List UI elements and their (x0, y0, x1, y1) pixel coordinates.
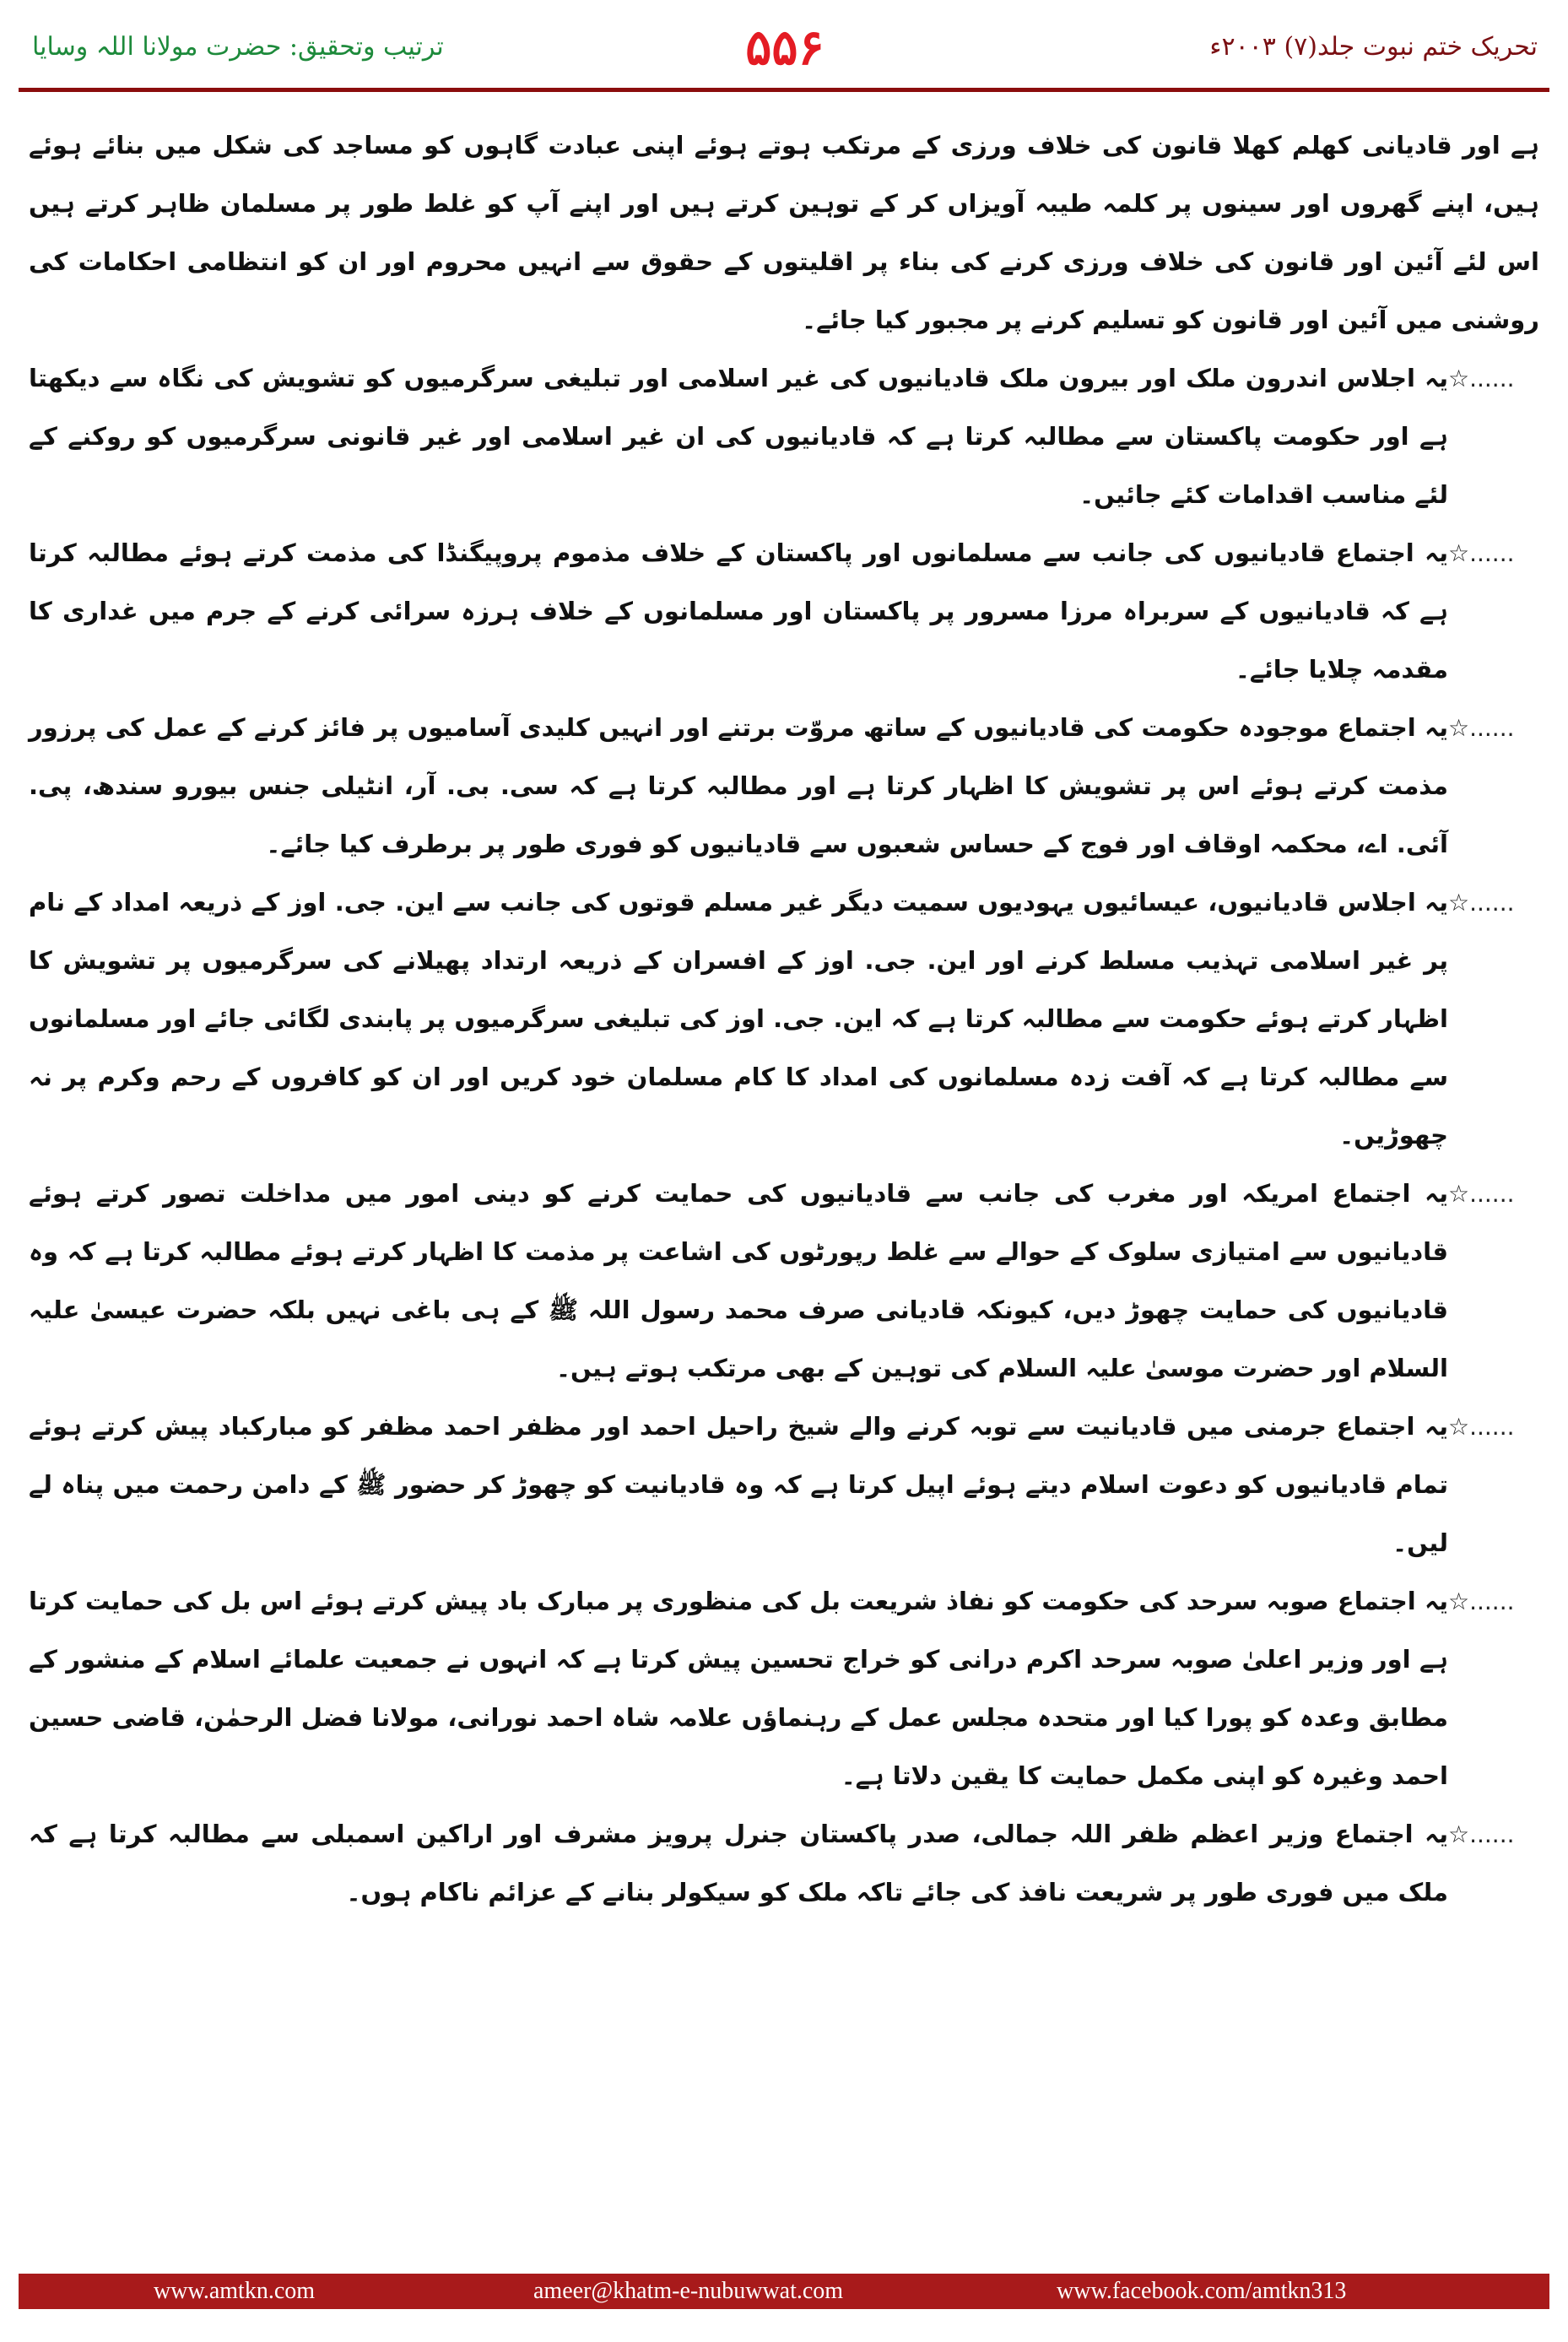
resolution-text: یہ اجتماع جرمنی میں قادیانیت سے توبہ کرنے والے شیخ راحیل احمد اور مظفر احمد مظفر کو مبارکباد پیش کرتے ہوئے تمام قادیانیوں کو دعوت اسلام دیتے ہوئے اپیل کرتا ہے کہ وہ قادیانیت کو چھوڑ کر حضور ﷺ کے دامن رحمت میں پناہ لے لیں۔ (29, 1412, 1448, 1557)
resolution-text: یہ اجتماع قادیانیوں کی جانب سے مسلمانوں اور پاکستان کے خلاف مذموم پروپیگنڈا کی مذمت کرتے ہوئے مطالبہ کرتا ہے کہ قادیانیوں کے سربراہ مرزا مسرور پر پاکستان اور مسلمانوں کے خلاف ہرزہ سرائی کرنے کے جرم میں غداری کا مقدمہ چلایا جائے۔ (29, 538, 1448, 684)
book-title: تحریک ختم نبوت جلد(۷) ۲۰۰۳ء (1209, 32, 1538, 62)
resolution-text: یہ اجلاس اندرون ملک اور بیرون ملک قادیانیوں کی غیر اسلامی اور تبلیغی سرگرمیوں کو تشویش کی نگاہ سے دیکھتا ہے اور حکومت پاکستان سے مطالبہ کرتا ہے کہ قادیانیوں کی ان غیر اسلامی اور غیر قانونی سرگرمیوں کو روکنے کے لئے مناسب اقدامات کئے جائیں۔ (29, 364, 1448, 509)
star-bullet-icon: ☆...... (1448, 365, 1515, 392)
resolution-item (29, 874, 1539, 1165)
page-number: ۵۵۶ (745, 19, 825, 76)
star-bullet-icon: ☆...... (1448, 889, 1515, 917)
page-header (0, 0, 1568, 93)
compiler-credit: ترتیب وتحقیق: حضرت مولانا اللہ وسایا (32, 32, 444, 62)
star-bullet-icon: ☆...... (1448, 1180, 1515, 1208)
star-bullet-icon: ☆...... (1448, 539, 1515, 567)
header-divider (19, 88, 1549, 92)
resolution-item (29, 1398, 1539, 1572)
intro-paragraph: ہے اور قادیانی کھلم کھلا قانون کی خلاف ورزی کے مرتکب ہوتے ہوئے اپنی عبادت گاہوں کو مساجد کی شکل میں بنائے ہوئے ہیں، اپنے گھروں اور سینوں پر کلمہ طیبہ آویزاں کر کے توہین کرتے ہیں اور اپنے آپ کو غلط طور پر مسلمان ظاہر کرتے ہیں اس لئے آئین اور قانون کی خلاف ورزی کرنے کی بناء پر اقلیتوں کے حقوق سے انہیں محروم اور ان کو انتظامی احکامات کی روشنی میں آئین اور قانون کو تسلیم کرنے پر مجبور کیا جائے۔ (29, 131, 1539, 334)
star-bullet-icon: ☆...... (1448, 714, 1515, 742)
resolution-item (29, 1805, 1539, 1922)
resolution-text: یہ اجتماع صوبہ سرحد کی حکومت کو نفاذ شریعت بل کی منظوری پر مبارک باد پیش کرتے ہوئے اس بل کی حمایت کرتا ہے اور وزیر اعلیٰ صوبہ سرحد اکرم درانی کو خراج تحسین پیش کرتا ہے کہ انہوں نے جمعیت علمائے اسلام کے منشور کے مطابق وعدہ کو پورا کیا اور متحدہ مجلس عمل کے رہنماؤں علامہ شاہ احمد نورانی، مولانا فضل الرحمٰن، قاضی حسین احمد وغیرہ کو اپنی مکمل حمایت کا یقین دلاتا ہے۔ (29, 1587, 1448, 1790)
resolution-text: یہ اجتماع امریکہ اور مغرب کی جانب سے قادیانیوں کی حمایت کرنے کو دینی امور میں مداخلت تصور کرتے ہوئے قادیانیوں سے امتیازی سلوک کے حوالے سے غلط رپورٹوں کی اشاعت پر مذمت کا اظہار کرتے ہوئے مطالبہ کرتا ہے کہ وہ قادیانیوں کی حمایت چھوڑ دیں، کیونکہ قادیانی صرف محمد رسول اللہ ﷺ کے ہی باغی نہیں بلکہ حضرت عیسیٰ علیہ السلام اور حضرت موسیٰ علیہ السلام کی توہین کے بھی مرتکب ہوتے ہیں۔ (29, 1179, 1448, 1382)
resolution-item (29, 1572, 1539, 1805)
footer-bar (19, 2274, 1549, 2309)
resolution-item (29, 1165, 1539, 1398)
resolution-text: یہ اجتماع وزیر اعظم ظفر اللہ جمالی، صدر پاکستان جنرل پرویز مشرف اور اراکین اسمبلی سے مطالبہ کرتا ہے کہ ملک میں فوری طور پر شریعت نافذ کی جائے تاکہ ملک کو سیکولر بنانے کے عزائم ناکام ہوں۔ (29, 1820, 1448, 1907)
resolution-text: یہ اجلاس قادیانیوں، عیسائیوں یہودیوں سمیت دیگر غیر مسلم قوتوں کی جانب سے این. جی. اوز کے ذریعہ امداد کے نام پر غیر اسلامی تہذیب مسلط کرنے اور این. جی. اوز کے افسران کے ذریعہ ارتداد پھیلانے کی سرگرمیوں پر تشویش کا اظہار کرتے ہوئے حکومت سے مطالبہ کرتا ہے کہ این. جی. اوز کی تبلیغی سرگرمیوں پر پابندی لگائی جائے اور مسلمانوں سے مطالبہ کرتا ہے کہ آفت زدہ مسلمانوں کی امداد کا کام مسلمان خود کریں اور ان کو کافروں کے رحم وکرم پر نہ چھوڑیں۔ (29, 888, 1448, 1149)
star-bullet-icon: ☆...... (1448, 1820, 1515, 1848)
page-body (29, 116, 1539, 1922)
website-link[interactable]: www.amtkn.com (154, 2278, 316, 2304)
resolution-item (29, 699, 1539, 874)
resolution-item (29, 524, 1539, 699)
email-link[interactable]: ameer@khatm-e-nubuwwat.com (533, 2278, 844, 2304)
resolution-text: یہ اجتماع موجودہ حکومت کی قادیانیوں کے ساتھ مروّت برتنے اور انہیں کلیدی آسامیوں پر فائز کرنے کے عمل کی پرزور مذمت کرتے ہوئے اس پر تشویش کا اظہار کرتا ہے اور مطالبہ کرتا ہے کہ سی. بی. آر، انٹیلی جنس بیورو سندھ، پی. آئی. اے، محکمہ اوقاف اور فوج کے حساس شعبوں سے قادیانیوں کو فوری طور پر برطرف کیا جائے۔ (29, 713, 1448, 858)
star-bullet-icon: ☆...... (1448, 1587, 1515, 1615)
resolution-item (29, 349, 1539, 524)
facebook-link[interactable]: www.facebook.com/amtkn313 (1057, 2278, 1347, 2304)
star-bullet-icon: ☆...... (1448, 1413, 1515, 1441)
